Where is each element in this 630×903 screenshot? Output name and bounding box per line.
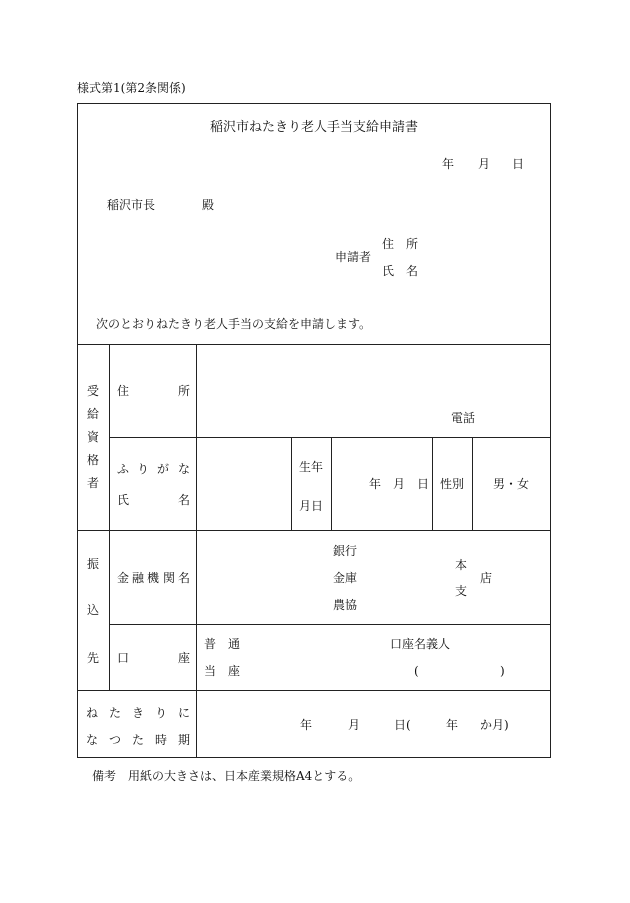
furigana-char: ふ: [117, 462, 130, 476]
date-month: 月: [478, 157, 491, 171]
section-char: 先: [86, 651, 99, 665]
sex-label: 性別: [439, 477, 464, 491]
col-divider: [196, 344, 197, 758]
footnote: 備考 用紙の大きさは、日本産業規格A4とする。: [92, 769, 361, 783]
account-label-2: 座: [178, 651, 191, 665]
account-label-1: 口: [117, 651, 130, 665]
bedridden-char: ね: [86, 706, 99, 720]
sex-options: 男・女: [492, 477, 529, 491]
row-divider: [77, 344, 551, 345]
birth-year: 年: [369, 477, 382, 491]
form-title: 稲沢市ねたきり老人手当支給申請書: [209, 120, 418, 135]
name-label-1: 氏: [117, 493, 130, 507]
bank-type-shinkin: 金庫: [333, 571, 358, 585]
branch-suffix: 店: [480, 571, 493, 585]
bank-type-bank: 銀行: [333, 544, 358, 558]
bedridden-char: な: [86, 733, 99, 747]
section-char: 受: [86, 384, 99, 398]
birth-day: 日: [417, 477, 430, 491]
account-type-savings: 普 通: [204, 637, 241, 651]
branch-sub: 支: [455, 584, 468, 598]
section-char: 給: [86, 407, 99, 421]
section-char: 格: [86, 453, 99, 467]
account-holder-close: ): [500, 664, 505, 678]
col-divider: [291, 437, 292, 531]
row-divider: [77, 690, 551, 691]
furigana-char: な: [178, 462, 191, 476]
branch-main: 本: [455, 558, 468, 572]
section-char: 資: [86, 430, 99, 444]
application-statement: 次のとおりねたきり老人手当の支給を申請します。: [96, 317, 372, 331]
account-holder-label: 口座名義人: [390, 637, 451, 651]
bank-label-char: 融: [132, 571, 145, 585]
date-day: 日: [512, 157, 525, 171]
applicant-name-label: 氏 名: [382, 264, 419, 278]
bank-label-char: 関: [163, 571, 176, 585]
duration-year: 年: [446, 718, 459, 732]
bank-label-char: 金: [117, 571, 130, 585]
bedridden-char: に: [178, 706, 191, 720]
bedridden-char: 期: [178, 733, 191, 747]
section-char: 者: [86, 476, 99, 490]
bank-label-char: 名: [178, 571, 191, 585]
bedridden-char: た: [132, 733, 145, 747]
bank-type-agri: 農協: [333, 598, 358, 612]
bedridden-char: り: [155, 706, 168, 720]
addressee-honorific: 殿: [202, 198, 215, 212]
recipient-address-label-2: 所: [178, 384, 191, 398]
col-divider: [331, 437, 332, 531]
table-border-right: [550, 103, 551, 758]
recipient-address-label-1: 住: [117, 384, 130, 398]
row-divider: [109, 437, 551, 438]
furigana-char: り: [137, 462, 150, 476]
section-char: 込: [86, 603, 99, 617]
row-divider: [77, 530, 551, 531]
row-divider: [109, 624, 551, 625]
applicant-label: 申請者: [335, 250, 372, 264]
section-char: 振: [86, 557, 99, 571]
applicant-address-label: 住 所: [382, 237, 419, 251]
account-type-checking: 当 座: [204, 664, 241, 678]
col-divider: [109, 344, 110, 691]
duration-month: か月): [480, 718, 509, 732]
bedridden-year: 年: [300, 718, 313, 732]
bedridden-day: 日(: [394, 718, 411, 732]
bedridden-char: き: [132, 706, 145, 720]
form-number: 様式第1(第2条関係): [77, 81, 186, 95]
date-year: 年: [442, 157, 455, 171]
bedridden-char: 時: [155, 733, 168, 747]
birth-label-2: 月日: [298, 499, 323, 513]
phone-label: 電話: [451, 411, 476, 425]
table-border-top: [77, 103, 551, 104]
table-border-bottom: [77, 757, 551, 758]
name-label-2: 名: [178, 493, 191, 507]
bank-label-char: 機: [147, 571, 160, 585]
birth-month: 月: [393, 477, 406, 491]
furigana-char: が: [157, 462, 170, 476]
bedridden-char: つ: [109, 733, 122, 747]
account-holder-open: (: [414, 664, 419, 678]
bedridden-char: た: [109, 706, 122, 720]
birth-label-1: 生年: [298, 460, 323, 474]
bedridden-month: 月: [348, 718, 361, 732]
addressee-name: 稲沢市長: [107, 198, 156, 212]
